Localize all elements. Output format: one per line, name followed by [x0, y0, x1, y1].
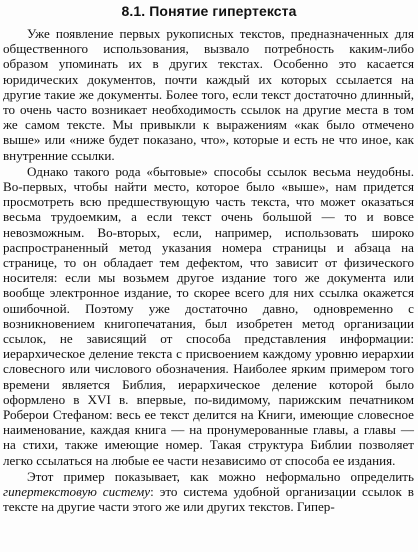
paragraph-reference-methods: Однако такого рода «бытовые» способы ссылок весьма неудобны. Во-первых, чтобы найти место, которое было «выше», нам придется просмотреть всю предшествующую часть текста, что может оказаться весьма трудоемким, а если текст очень большой — то и вовсе невозможным. Во-вторых, если, например, использовать широко распространенный метод указания номера страницы и абзаца на странице, то он обладает тем дефектом, что зависит от физического носителя: если мы возьмем другое издание того же документа или вообще электронное издание, то скорее всего для них ссылка окажется ошибочной. Поэтому уже достаточно давно, одновременно с возникновением книгопечатания, был изобретен метод организации ссылок, не зависящий от способа представления информации: иерархическое деление текста с присвоением каждому уровню иерархии словесного или числового обозначения. Наиболее ярким примером того времени является Библия, иерархическое деление которой было оформлено в XVI в. впервые, по-видимому, парижским печатником Роберои Стефаном: весь ее текст делится на Книги, имеющие словесное наименование, каждая книга — на пронумерованные главы, а главы — на стихи, также имеющие номер. Такая структура Библии позволяет легко ссылаться на любые ее части независимо от способа ее издания.: [3, 163, 414, 468]
section-heading: 8.1. Понятие гипертекста: [121, 3, 297, 19]
paragraph-text-references: Уже появление первых рукописных текстов, предназначенных для общественного использования, вызвало потребность каким-либо образом упоминать их в других текстах. Особенно это касается юридических документов, почти каждый их которых ссылается на другие такие же документы. Более того, если текст достаточно длинный, то очень часто возникает необходимость ссылок на другие места в том же самом тексте. Мы привыкли к выражениям «как было отмечено выше» или «ниже будет показано, что», которые и есть не что иное, как внутренние ссылки.: [3, 26, 414, 163]
definition-text: : это система удобной организации ссылок в тексте на другие части этого же или других текстов. Гипер-: [3, 484, 414, 515]
section-body: [3, 26, 414, 515]
paragraph-hypertext-definition: [3, 469, 414, 515]
defined-term: гипертекстовую систему: [3, 484, 151, 500]
definition-lead-in: Этот пример показывает, как можно неформально определить: [27, 468, 414, 484]
